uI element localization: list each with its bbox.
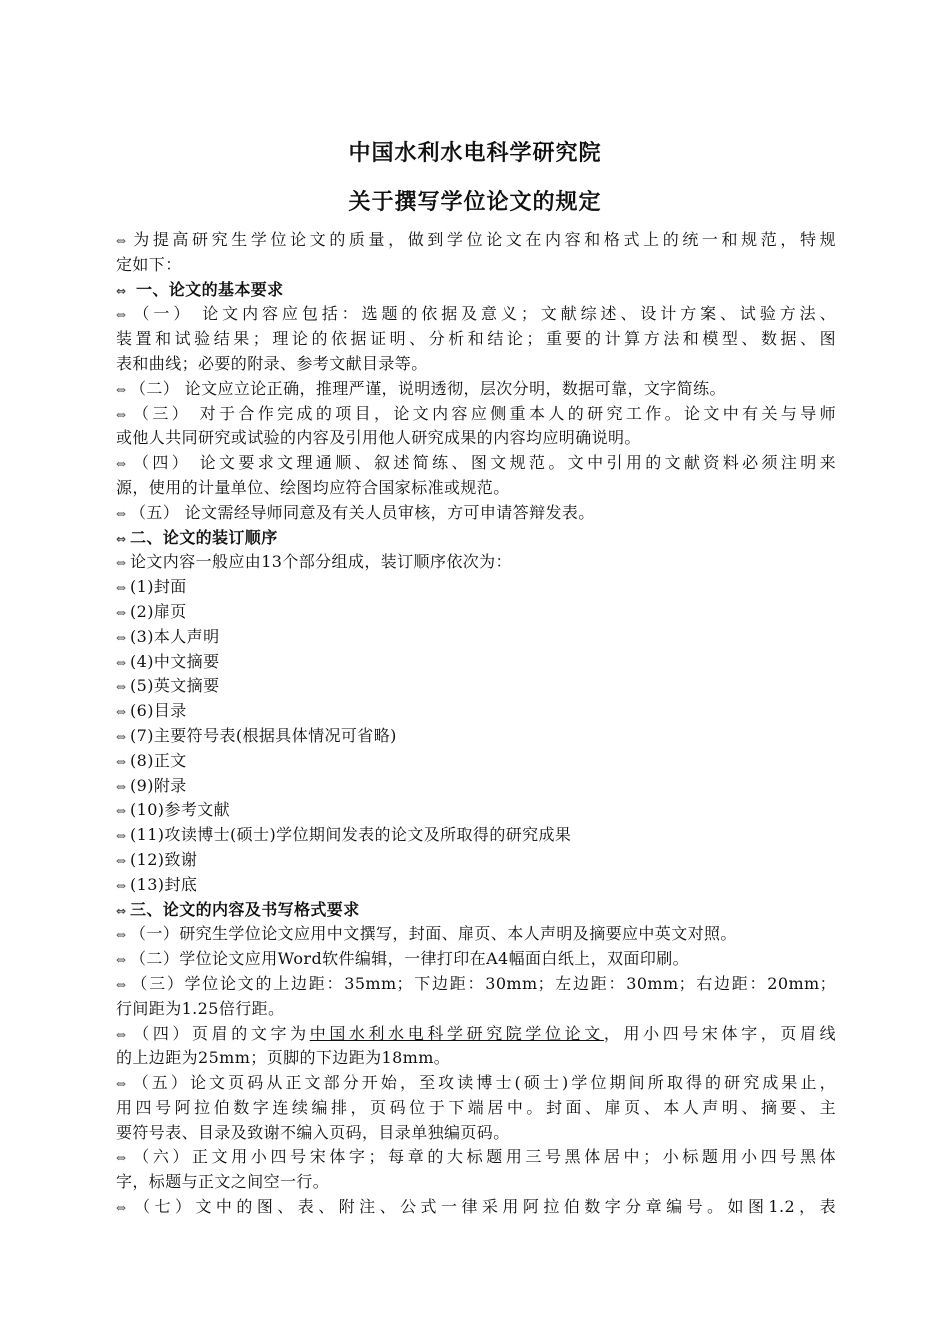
paragraph-mark-icon: ⇔	[116, 283, 127, 298]
paragraph-mark-icon: ⇔	[116, 1027, 127, 1042]
s1-item-4-line-1: ⇔ （四） 论文要求文理通顺、叙述简练、图文规范。文中引用的文献资料必须注明来	[116, 451, 836, 476]
header-text-underlined: 中国水利水电科学研究院学位论文	[309, 1023, 604, 1043]
list-item-text: (1)封面	[130, 577, 187, 597]
paragraph-mark-icon: ⇔	[116, 556, 127, 571]
list-item	[116, 823, 836, 848]
paragraph-mark-icon: ⇔	[116, 953, 127, 968]
paragraph-mark-icon: ⇔	[116, 705, 127, 720]
s3-p4-line-1: ⇔ （四）页眉的文字为中国水利水电科学研究院学位论文，用小四号宋体字，页眉线	[116, 1022, 836, 1047]
s3-p3-line-2: 行间距为1.25倍行距。	[116, 998, 285, 1018]
s3-p4-line-2: 的上边距为25mm；页脚的下边距为18mm。	[116, 1048, 451, 1068]
paragraph-mark-icon: ⇔	[116, 779, 127, 794]
paragraph-mark-icon: ⇔	[116, 308, 127, 323]
document-subtitle: 关于撰写学位论文的规定	[348, 190, 602, 215]
s3-p1: ⇔ （一）研究生学位论文应用中文撰写，封面、扉页、本人声明及摘要应中英文对照。	[116, 922, 836, 947]
paragraph-mark-icon: ⇔	[116, 680, 127, 695]
s3-p6-line-2: 字，标题与正文之间空一行。	[116, 1172, 330, 1192]
list-item-text: (2)扉页	[130, 601, 187, 621]
paragraph-mark-icon: ⇔	[116, 903, 127, 918]
list-item	[116, 724, 836, 749]
s1-item-2: ⇔ （二） 论文应立论正确，推理严谨，说明透彻，层次分明，数据可靠，文字简练。	[116, 377, 836, 402]
list-item-text: (6)目录	[130, 701, 187, 721]
list-item	[116, 674, 836, 699]
paragraph-mark-icon: ⇔	[116, 605, 127, 620]
paragraph-mark-icon: ⇔	[116, 581, 127, 596]
paragraph-mark-icon: ⇔	[116, 853, 127, 868]
paragraph-mark-icon: ⇔	[116, 407, 127, 422]
s1-item-1-line-2: 装置和试验结果；理论的依据证明、分析和结论；重要的计算方法和模型、数据、图	[116, 329, 836, 349]
list-item	[116, 575, 836, 600]
s1-item-1-line-3: 表和曲线；必要的附录、参考文献目录等。	[116, 353, 428, 373]
list-item	[116, 699, 836, 724]
list-item-text: (9)附录	[130, 775, 187, 795]
document-title: 中国水利水电科学研究院	[348, 141, 602, 166]
paragraph-mark-icon: ⇔	[116, 729, 127, 744]
s3-p5-line-3: 要符号表、目录及致谢不编入页码，目录单独编页码。	[116, 1122, 510, 1142]
s2-intro: ⇔ 论文内容一般应由13个部分组成，装订顺序依次为：	[116, 550, 836, 575]
s1-item-5: ⇔ （五） 论文需经导师同意及有关人员审核，方可申请答辩发表。	[116, 501, 836, 526]
list-item-text: (13)封底	[130, 874, 198, 894]
paragraph-mark-icon: ⇔	[116, 829, 127, 844]
list-item-text: (3)本人声明	[130, 626, 220, 646]
s1-item-3-line-1: ⇔ （三） 对于合作完成的项目，论文内容应侧重本人的研究工作。论文中有关与导师	[116, 402, 836, 427]
list-item	[116, 749, 836, 774]
document-body	[116, 228, 836, 1220]
list-item	[116, 600, 836, 625]
s3-p3-line-1: ⇔ （三）学位论文的上边距：35mm；下边距：30mm；左边距：30mm；右边距：20mm；	[116, 972, 836, 997]
paragraph-mark-icon: ⇔	[116, 1201, 127, 1216]
s3-p5-line-1: ⇔ （五）论文页码从正文部分开始，至攻读博士(硕士)学位期间所取得的研究成果止，	[116, 1071, 836, 1096]
paragraph-mark-icon: ⇔	[116, 878, 127, 893]
paragraph-mark-icon: ⇔	[116, 234, 127, 248]
paragraph-mark-icon: ⇔	[116, 457, 127, 472]
list-item-text: (8)正文	[130, 750, 187, 770]
s1-item-4-line-2: 源，使用的计量单位、绘图均应符合国家标准或规范。	[116, 477, 510, 497]
s3-p2: ⇔ （二）学位论文应用Word软件编辑，一律打印在A4幅面白纸上，双面印刷。	[116, 947, 836, 972]
list-item-text: (11)攻读博士(硕士)学位期间发表的论文及所取得的研究成果	[130, 825, 572, 845]
list-item	[116, 798, 836, 823]
intro-line-2: 定如下：	[116, 254, 182, 274]
paragraph-mark-icon: ⇔	[116, 754, 127, 769]
s1-item-1-line-1: ⇔ （一） 论文内容应包括：选题的依据及意义；文献综述、设计方案、试验方法、	[116, 302, 836, 327]
list-item-text: (5)英文摘要	[130, 676, 220, 696]
paragraph-mark-icon: ⇔	[116, 1077, 127, 1092]
paragraph-mark-icon: ⇔	[116, 804, 127, 819]
list-item-text: (7)主要符号表(根据具体情况可省略)	[130, 725, 397, 745]
list-item	[116, 774, 836, 799]
section-heading-1: ⇔ 一、论文的基本要求	[116, 278, 836, 303]
s3-p5-line-2: 用四号阿拉伯数字连续编排，页码位于下端居中。封面、扉页、本人声明、摘要、主	[116, 1097, 836, 1117]
list-item-text: (12)致谢	[130, 849, 198, 869]
list-item	[116, 625, 836, 650]
section-heading-2: ⇔ 二、论文的装订顺序	[116, 526, 836, 551]
list-item	[116, 650, 836, 675]
paragraph-mark-icon: ⇔	[116, 655, 127, 670]
intro-line-1: ⇔ 为提高研究生学位论文的质量，做到学位论文在内容和格式上的统一和规范，特规	[116, 228, 836, 253]
paragraph-mark-icon: ⇔	[116, 506, 127, 521]
s1-item-3-line-2: 或他人共同研究或试验的内容及引用他人研究成果的内容均应明确说明。	[116, 428, 641, 448]
section-heading-3: ⇔ 三、论文的内容及书写格式要求	[116, 898, 836, 923]
list-item-text: (4)中文摘要	[130, 651, 220, 671]
list-item	[116, 873, 836, 898]
s3-p7-line-1: ⇔ （七）文中的图、表、附注、公式一律采用阿拉伯数字分章编号。如图1.2，表	[116, 1195, 836, 1220]
paragraph-mark-icon: ⇔	[116, 531, 127, 546]
list-item-text: (10)参考文献	[130, 800, 231, 820]
paragraph-mark-icon: ⇔	[116, 382, 127, 397]
paragraph-mark-icon: ⇔	[116, 977, 127, 992]
s3-p6-line-1: ⇔ （六）正文用小四号宋体字；每章的大标题用三号黑体居中；小标题用小四号黑体	[116, 1145, 836, 1170]
paragraph-mark-icon: ⇔	[116, 1151, 127, 1166]
paragraph-mark-icon: ⇔	[116, 630, 127, 645]
list-item	[116, 848, 836, 873]
paragraph-mark-icon: ⇔	[116, 928, 127, 943]
binding-order-list	[116, 575, 836, 897]
